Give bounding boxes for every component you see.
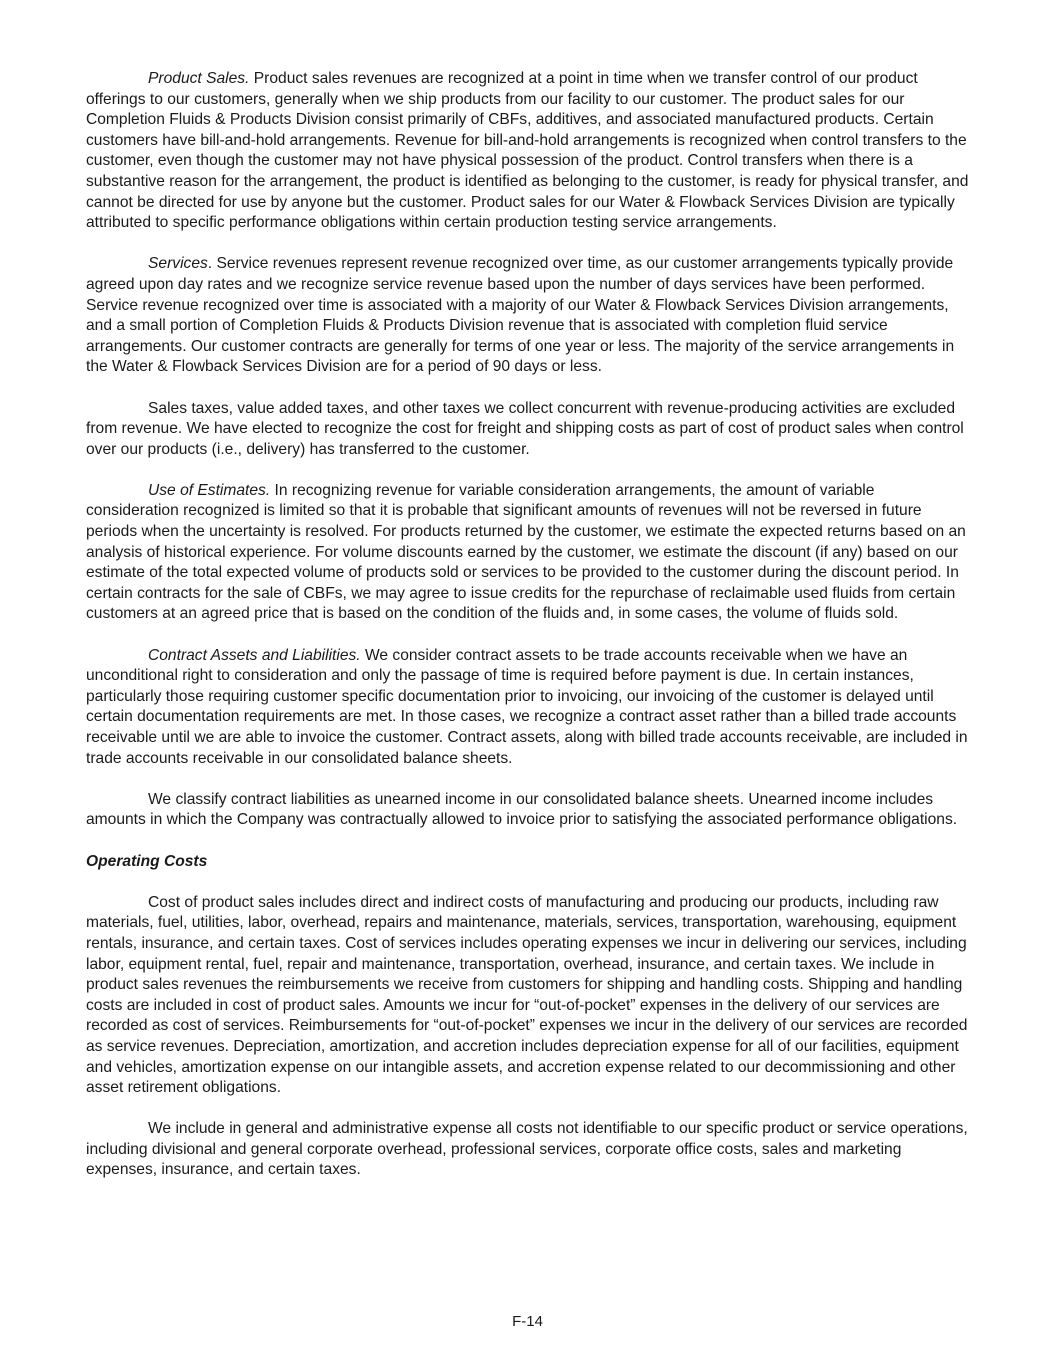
- paragraph-sales-taxes: [86, 399, 970, 461]
- paragraph-product-sales: [86, 69, 970, 234]
- paragraph-contract-assets: [86, 646, 970, 770]
- document-body: [86, 69, 970, 1202]
- paragraph-cost-of-product-sales: [86, 893, 970, 1099]
- text-cost-of-product-sales: Cost of product sales includes direct and indirect costs of manufacturing and producing our products, including raw materials, fuel, utilities, labor, overhead, repairs and maintenance, materials, services, transportation, warehousing, equipment rentals, insurance, and certain taxes. Cost of services includes operating expenses we incur in delivering our services, including labor, equipment rental, fuel, repair and maintenance, transportation, overhead, insurance, and certain taxes. We include in product sales revenues the reimbursements we receive from customers for shipping and handling costs. Shipping and handling costs are included in cost of product sales. Amounts we incur for “out-of-pocket” expenses in the delivery of our services are recorded as cost of services. Reimbursements for “out-of-pocket” expenses we incur in the delivery of our services are recorded as service revenues. Depreciation, amortization, and accretion includes depreciation expense for all of our facilities, equipment and vehicles, amortization expense on our intangible assets, and accretion expense related to our decommissioning and other asset retirement obligations.: [86, 893, 968, 1097]
- lead-contract-assets: Contract Assets and Liabilities.: [148, 646, 361, 664]
- text-product-sales: Product sales revenues are recognized at a point in time when we transfer control of our product offerings to our customers, generally when we ship products from our facility to our customer. The product sales for our Completion Fluids & Products Division consist primarily of CBFs, additives, and associated manufactured products. Certain customers have bill-and-hold arrangements. Revenue for bill-and-hold arrangements is recognized when control transfers to the customer, even though the customer may not have physical possession of the product. Control transfers when there is a substantive reason for the arrangement, the product is identified as belonging to the customer, is ready for physical transfer, and cannot be directed for use by anyone but the customer. Product sales for our Water & Flowback Services Division are typically attributed to specific performance obligations within certain production testing service arrangements.: [86, 70, 969, 232]
- lead-services: Services: [148, 255, 208, 273]
- page-number: F-14: [512, 1313, 543, 1330]
- paragraph-contract-liabilities: [86, 790, 970, 831]
- paragraph-general-admin: [86, 1119, 970, 1181]
- text-contract-liabilities: We classify contract liabilities as unearned income in our consolidated balance sheets. Unearned income includes amounts in which the Company was contractually allowed to invoice prior to satisfying the associated performance obligations.: [86, 790, 958, 829]
- text-contract-assets: We consider contract assets to be trade accounts receivable when we have an unconditional right to consideration and only the passage of time is required before payment is due. In certain instances, particularly those requiring customer specific documentation prior to invoicing, our invoicing of the customer is delayed until certain documentation requirements are met. In those cases, we recognize a contract asset rather than a billed trade accounts receivable until we are able to invoice the customer. Contract assets, along with billed trade accounts receivable, are included in trade accounts receivable in our consolidated balance sheets.: [86, 646, 968, 767]
- text-services: . Service revenues represent revenue recognized over time, as our customer arrangements typically provide agreed upon day rates and we recognize service revenue based upon the number of days services have been performed. Service revenue recognized over time is associated with a majority of our Water & Flowback Services Division arrangements, and a small portion of Completion Fluids & Products Division revenue that is associated with completion fluid service arrangements. Our customer contracts are generally for terms of one year or less. The majority of the service arrangements in the Water & Flowback Services Division are for a period of 90 days or less.: [86, 255, 955, 376]
- lead-product-sales: Product Sales.: [148, 70, 250, 87]
- paragraph-services: [86, 254, 970, 378]
- text-sales-taxes: Sales taxes, value added taxes, and other taxes we collect concurrent with revenue-producing activities are excluded from revenue. We have elected to recognize the cost for freight and shipping costs as part of cost of product sales when control over our products (i.e., delivery) has transferred to the customer.: [86, 399, 964, 458]
- text-use-of-estimates: In recognizing revenue for variable consideration arrangements, the amount of variable consideration recognized is limited so that it is probable that significant amounts of revenues will not be reversed in future periods when the uncertainty is resolved. For products returned by the customer, we estimate the expected returns based on an analysis of historical experience. For volume discounts earned by the customer, we estimate the discount (if any) based on our estimate of the total expected volume of products sold or services to be provided to the customer during the discount period. In certain contracts for the sale of CBFs, we may agree to issue credits for the repurchase of reclaimable used fluids from certain customers at an agreed price that is based on the condition of the fluids and, in some cases, the volume of fluids sold.: [86, 481, 966, 623]
- text-general-admin: We include in general and administrative expense all costs not identifiable to our specific product or service operations, including divisional and general corporate overhead, professional services, corporate office costs, sales and marketing expenses, insurance, and certain taxes.: [86, 1120, 968, 1179]
- paragraph-use-of-estimates: [86, 481, 970, 625]
- section-heading-operating-costs: Operating Costs: [86, 852, 208, 870]
- lead-use-of-estimates: Use of Estimates.: [148, 481, 271, 499]
